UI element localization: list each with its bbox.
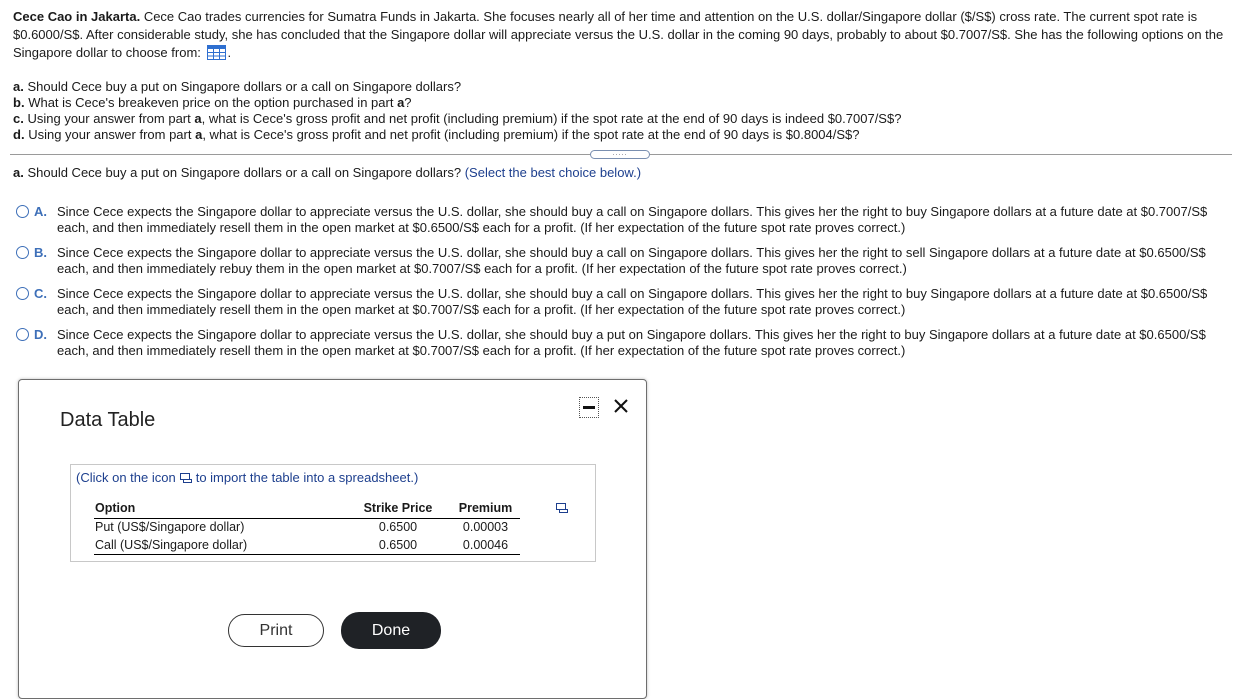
radio-button[interactable] — [16, 205, 29, 218]
choice-b[interactable] — [16, 245, 1216, 277]
question-hint: (Select the best choice below.) — [464, 165, 642, 180]
close-icon[interactable] — [611, 396, 631, 416]
radio-button[interactable] — [16, 287, 29, 300]
part-a: a. Should Cece buy a put on Singapore dollars or a call on Singapore dollars? — [13, 79, 462, 94]
part-c: c. Using your answer from part a, what is Cece's gross profit and net profit (including premium) if the spot rate at the end of 90 days is indeed $0.7007/S$? — [13, 111, 902, 126]
header-strike: Strike Price — [345, 500, 451, 518]
question-label: a. — [13, 165, 24, 180]
cell-option: Call (US$/Singapore dollar) — [94, 536, 345, 554]
choice-letter: A. — [34, 204, 47, 219]
cell-premium: 0.00046 — [451, 536, 520, 554]
collapse-toggle-button[interactable]: ..... — [590, 150, 650, 159]
radio-button[interactable] — [16, 328, 29, 341]
done-button[interactable]: Done — [341, 612, 441, 649]
minimize-button[interactable] — [579, 397, 599, 418]
choice-letter: D. — [34, 327, 47, 342]
cell-strike: 0.6500 — [378, 520, 418, 535]
table-row — [94, 536, 520, 554]
choice-letter: C. — [34, 286, 47, 301]
spreadsheet-icon[interactable] — [556, 503, 568, 513]
print-button[interactable]: Print — [228, 614, 324, 647]
part-b: b. What is Cece's breakeven price on the option purchased in part a? — [13, 95, 412, 110]
data-table-panel — [70, 464, 596, 562]
choice-d[interactable] — [16, 327, 1216, 359]
question-prompt — [13, 165, 641, 180]
cell-option: Put (US$/Singapore dollar) — [95, 520, 245, 535]
choice-a[interactable] — [16, 204, 1216, 236]
dialog-title: Data Table — [60, 409, 156, 431]
data-table-icon[interactable] — [207, 45, 226, 60]
problem-text: Cece Cao trades currencies for Sumatra Funds in Jakarta. She focuses nearly all of her time and attention on the U.S. dollar/Singapore dollar ($/S$) cross rate. The current spot rate is $0.6000/S$. After considerable study, she has concluded that the Singapore dollar will appreciate versus the U.S. dollar in the coming 90 days, probably to about $0.7007/S$. She has the following options on the Singapore dollar to choose from: — [13, 9, 1224, 60]
problem-statement — [13, 8, 1225, 62]
problem-trailing: . — [227, 45, 232, 60]
choice-letter: B. — [34, 245, 47, 260]
radio-button[interactable] — [16, 246, 29, 259]
problem-title: Cece Cao in Jakarta. — [13, 9, 141, 24]
cell-premium: 0.00003 — [462, 520, 509, 535]
question-parts — [13, 79, 901, 143]
choice-text: Since Cece expects the Singapore dollar to appreciate versus the U.S. dollar, she should buy a call on Singapore dollars. This gives her the right to buy Singapore dollars at a future date at $0.7007/S$ each, and then immediately resell them in the open market at $0.6500/S$ each for a profit. (If her expectation of the future spot rate proves correct.) — [57, 204, 1208, 235]
choice-text: Since Cece expects the Singapore dollar to appreciate versus the U.S. dollar, she should buy a call on Singapore dollars. This gives her the right to sell Singapore dollars at a future date at $0.6500/S$ each, and then immediately rebuy them in the open market at $0.7007/S$ each for a profit. (If her expectation of the future spot rate proves correct.) — [57, 245, 1206, 276]
choice-c[interactable] — [16, 286, 1216, 318]
question-text: Should Cece buy a put on Singapore dollars or a call on Singapore dollars? — [27, 165, 462, 180]
table-header-row — [94, 500, 520, 518]
choice-text: Since Cece expects the Singapore dollar to appreciate versus the U.S. dollar, she should buy a put on Singapore dollars. This gives her the right to buy Singapore dollars at a future date at $0.6500/S$ each, and then immediately resell them in the open market at $0.7007/S$ each for a profit. (If her expectation of the future spot rate proves correct.) — [57, 327, 1206, 358]
options-table — [94, 500, 520, 555]
answer-choices — [16, 204, 1216, 368]
spreadsheet-icon[interactable] — [180, 473, 192, 483]
table-row — [94, 518, 520, 536]
header-option: Option — [94, 500, 345, 518]
part-d: d. Using your answer from part a, what is Cece's gross profit and net profit (including premium) if the spot rate at the end of 90 days is $0.8004/S$? — [13, 127, 860, 142]
import-note: (Click on the icon to import the table into a spreadsheet.) — [76, 470, 419, 485]
choice-text: Since Cece expects the Singapore dollar to appreciate versus the U.S. dollar, she should buy a call on Singapore dollars. This gives her the right to buy Singapore dollars at a future date at $0.6500/S$ each, and then immediately resell them in the open market at $0.7007/S$ each for a profit. (If her expectation of the future spot rate proves correct.) — [57, 286, 1208, 317]
data-table-dialog — [18, 379, 647, 699]
header-premium: Premium — [451, 500, 520, 518]
cell-strike: 0.6500 — [345, 536, 451, 554]
